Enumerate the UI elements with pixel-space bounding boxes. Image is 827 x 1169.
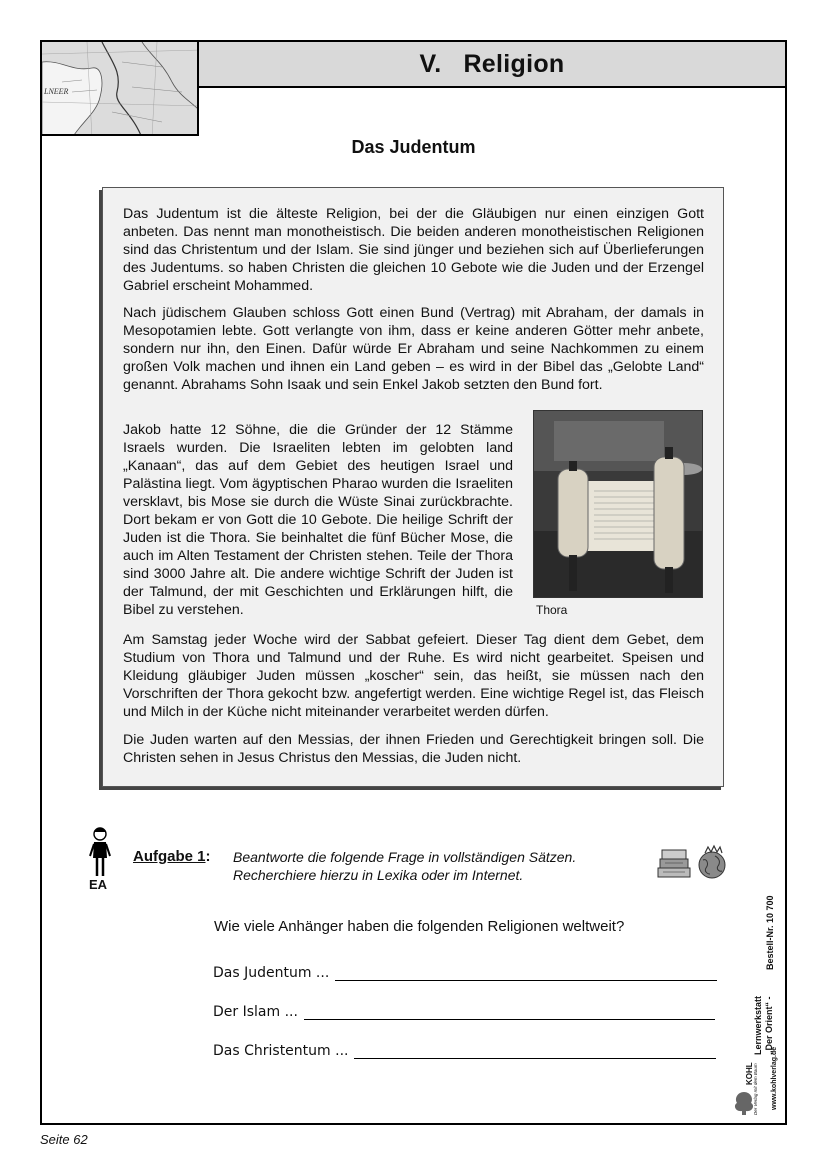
task-instructions — [233, 848, 576, 884]
page-number: Seite 62 — [40, 1132, 88, 1147]
publisher-name: KOHL — [745, 1062, 754, 1085]
publisher-tree-logo — [730, 1090, 758, 1116]
book-title: „Der Orient“ - — [764, 996, 774, 1055]
task-title — [133, 848, 211, 865]
task-instruction-2: Recherchiere hierzu in Lexika oder im Internet. — [233, 867, 524, 883]
student-figure-icon — [89, 826, 111, 878]
order-number: Bestell-Nr. 10 700 — [765, 895, 775, 970]
globe-icon — [697, 844, 727, 880]
task-title-text: Aufgabe 1 — [133, 848, 206, 865]
work-form-label: EA — [89, 877, 108, 892]
map-thumbnail — [40, 40, 199, 136]
publisher-url: www.kohlverlag.de — [771, 1046, 778, 1110]
paragraph-messias: Die Juden warten auf den Messias, der ihnen Frieden und Gerechtigkeit bringen soll. Die Christen sehen in Jesus Christus den Messias, die Juden nicht. — [123, 732, 704, 766]
chapter-header — [197, 40, 787, 88]
paragraph-intro: Das Judentum ist die älteste Religion, bei der die Gläubigen nur einen einzigen Gott anbeten. Das nennt man monotheistisch. Die beiden anderen monotheistischen Religionen sind das Christentum und der Islam. Sie sind jünger und beziehen sich auf Überlieferungen des Judentums. so haben Christen die gleichen 10 Gebote wie die Juden und der Erzengel Gabriel erscheint Mohammed. — [123, 206, 704, 294]
answer-label-christentum: Das Christentum ... — [213, 1043, 349, 1059]
paragraph-sabbat: Am Samstag jeder Woche wird der Sabbat gefeiert. Dieser Tag dient dem Gebet, dem Studium von Thora und Talmund und der Ruhe. Es wird nicht gearbeitet. Speisen und Kleidung gläubiger Juden müssen „koscher“ sein, das heißt, sie müssen nach den Vorschriften der Thora gekocht bzw. angefertigt werden. Eine wichtige Regel ist, das Fleisch und Milch in der Küche nicht miteinander verarbeitet werden dürfen. — [123, 632, 704, 720]
answer-row-judentum — [213, 965, 717, 981]
books-icon — [655, 846, 693, 880]
chapter-number: V. — [419, 49, 442, 78]
answer-field-islam[interactable] — [304, 1006, 715, 1020]
task-question: Wie viele Anhänger haben die folgenden Religionen weltweit? — [214, 918, 625, 935]
torah-scroll-image — [534, 411, 703, 598]
answer-label-judentum: Das Judentum ... — [213, 965, 330, 981]
paragraph-abraham: Nach jüdischem Glauben schloss Gott einen Bund (Vertrag) mit Abraham, der damals in Mesopotamien lebte. Gott verlangte von ihm, dass er keine anderen Götter mehr anbete, sondern nur ihn, den Einen. Dafür würde Er Abraham und seine Nachkommen zu einem großen Volk machen und ihnen ein Land geben – es wird in der Bibel das „Gelobte Land“ genannt. Abrahams Sohn Isaak und sein Enkel Jakob setzten den Bund fort. — [123, 305, 704, 393]
workshop-label: Lernwerkstatt — [753, 995, 763, 1055]
paragraph-jakob: Jakob hatte 12 Söhne, die die Gründer der 12 Stämme Israels wurden. Die Israeliten lebten im gelobten land „Kanaan“, das auf dem Gebiet des heutigen Israel und Palästina liegt. Vom ägyptischen Pharao wurden die Israeliten versklavt, bis Mose sie durch die Wüste Sinai zurückbrachte. Dort bekam er von Gott die 10 Gebote. Die heilige Schrift der Juden ist die Thora. Sie beinhaltet die fünf Bücher Mose, die auch im Alten Testament der Christen stehen. Teile der Thora sind 3000 Jahre alt. Die andere wichtige Schrift der Juden ist der Talmund, der mit Geschichten und Erklärungen hilft, die Bibel zu verstehen. — [123, 422, 513, 618]
chapter-title — [420, 50, 565, 79]
photo-caption: Thora — [536, 603, 568, 617]
map-image — [42, 42, 199, 136]
publisher-sidebar — [737, 880, 783, 1120]
task-title-colon: : — [205, 848, 211, 865]
chapter-name: Religion — [463, 49, 565, 78]
answer-field-judentum[interactable] — [335, 967, 717, 981]
answer-label-islam: Der Islam ... — [213, 1004, 298, 1020]
thora-photo — [533, 410, 703, 598]
answer-row-christentum — [213, 1043, 716, 1059]
answer-field-christentum[interactable] — [354, 1045, 716, 1059]
section-title: Das Judentum — [351, 137, 476, 157]
answer-row-islam — [213, 1004, 715, 1020]
task-instruction-1: Beantworte die folgende Frage in vollständigen Sätzen. — [233, 849, 577, 865]
publisher-slogan: Der Verlag mit dem Baum — [753, 1063, 758, 1115]
svg-text:LNEER: LNEER — [44, 87, 69, 96]
